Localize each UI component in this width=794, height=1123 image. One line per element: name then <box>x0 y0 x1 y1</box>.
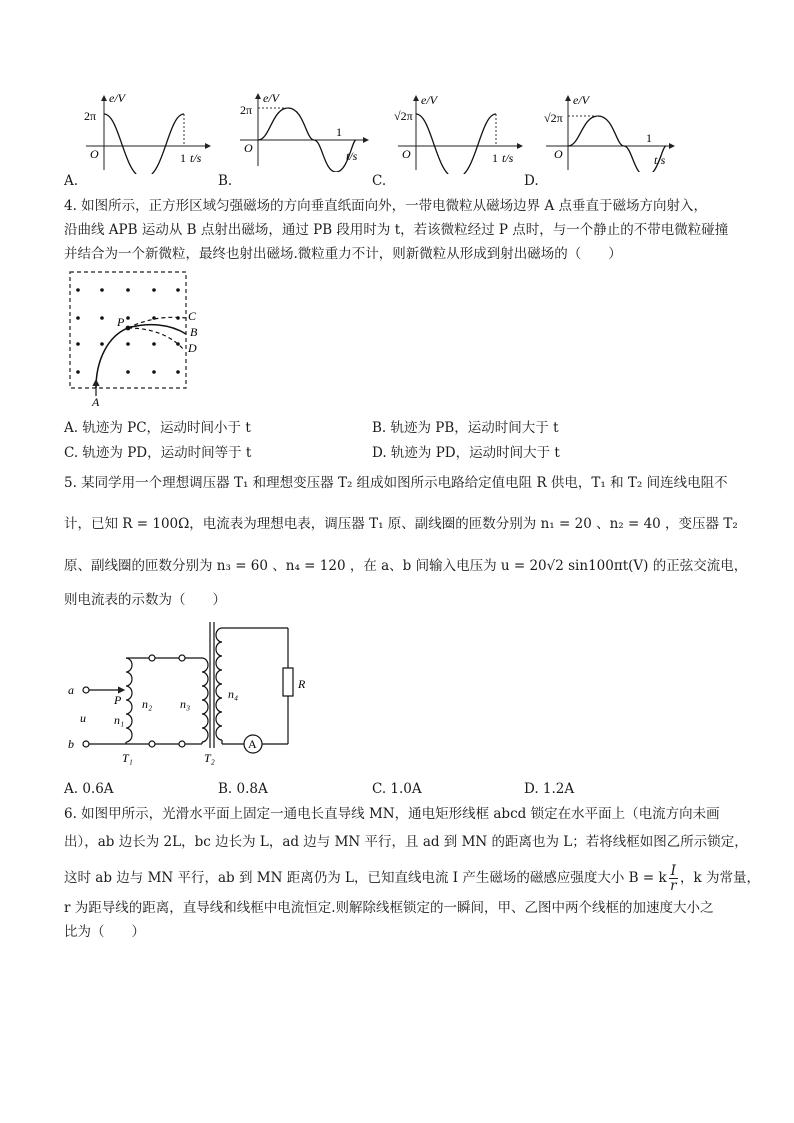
q4-option-c: C. 轨迹为 PD，运动时间等于 t <box>64 445 252 461</box>
svg-text:t/s: t/s <box>502 151 514 165</box>
svg-text:b: b <box>68 737 74 751</box>
svg-text:1: 1 <box>336 125 342 139</box>
q5-text-line3: 原、副线圈的匝数分别为 n₃ = 60 、n₄ = 120 ，在 a、b 间输入电压为 u = 20√2 sin100πt(V) 的正弦交流电， <box>64 558 748 574</box>
q6-text-line4: r 为距导线的距离，直导线和线框中电流恒定.则解除线框锁定的一瞬间，甲、乙图中两个线框的加速度大小之 <box>64 900 714 916</box>
q5-option-a: A. 0.6A <box>64 781 114 797</box>
svg-text:n₃: n₃ <box>180 697 191 711</box>
svg-text:e/V: e/V <box>109 92 125 105</box>
q4-option-d: D. 轨迹为 PD，运动时间大于 t <box>372 445 560 461</box>
q4-text-line1: 4. 如图所示，正方形区域匀强磁场的方向垂直纸面向外，一带电微粒从磁场边界 A 点垂直于磁场方向射入， <box>64 198 708 214</box>
graph-option-a <box>80 92 220 174</box>
svg-text:a: a <box>68 683 74 697</box>
q6-text-line3: 这时 ab 边与 MN 平行，ab 到 MN 距离仍为 L，已知直线电流 I 产生磁场的磁感应强度大小 B = k $\frac{I}{r}$ ，k 为常量， <box>64 863 760 894</box>
svg-text:O: O <box>90 147 99 161</box>
q5-option-d: D. 1.2A <box>524 781 575 797</box>
q4-option-a: A. 轨迹为 PC，运动时间小于 t <box>64 420 251 436</box>
q4-text-line3: 并结合为一个新微粒，最终也射出磁场.微粒重力不计，则新微粒从形成到射出磁场的（ ） <box>64 246 622 262</box>
svg-text:n₂: n₂ <box>142 697 153 711</box>
svg-text:2π: 2π <box>84 109 97 123</box>
transformer-circuit-figure <box>62 618 322 768</box>
svg-text:e/V: e/V <box>263 91 279 105</box>
q5-text-line2: 计，已知 R = 100Ω，电流表为理想电表，调压器 T₁ 原、副线圈的匝数分别为 n₁ = 20 、n₂ = 40 ，变压器 T₂ <box>64 516 738 532</box>
svg-text:t/s: t/s <box>654 153 666 167</box>
svg-text:√2π: √2π <box>544 111 563 125</box>
svg-text:e/V: e/V <box>573 93 589 107</box>
svg-text:R: R <box>298 677 306 691</box>
q5-option-c: C. 1.0A <box>372 781 422 797</box>
option-c-label: C. <box>372 173 387 189</box>
q4-option-b: B. 轨迹为 PB，运动时间大于 t <box>372 420 559 436</box>
svg-text:A: A <box>92 395 100 408</box>
svg-text:O: O <box>554 147 563 161</box>
svg-text:n₄: n₄ <box>228 687 239 701</box>
svg-text:P: P <box>117 315 125 329</box>
svg-text:A: A <box>248 737 257 751</box>
svg-text:1: 1 <box>646 131 652 145</box>
q5-text-line1: 5. 某同学用一个理想调压器 T₁ 和理想变压器 T₂ 组成如图所示电路给定值电阻 R 供电，T₁ 和 T₂ 间连线电阻不 <box>64 475 728 491</box>
svg-text:e/V: e/V <box>421 93 437 107</box>
graph-option-c <box>392 92 532 174</box>
svg-text:2π: 2π <box>240 103 253 117</box>
q6-text-line2: 出），ab 边长为 2L，bc 边长为 L，ad 边与 MN 平行，且 ad 到 MN 的距离也为 L；若将线框如图乙所示锁定， <box>64 834 748 850</box>
q6-text-line1: 6. 如图甲所示，光滑水平面上固定一通电长直导线 MN，通电矩形线框 abcd 锁定在水平面上（电流方向未画 <box>64 806 720 822</box>
q4-text-line2: 沿曲线 APB 运动从 B 点射出磁场，通过 PB 段用时为 t，若该微粒经过 P 点时，与一个静止的不带电微粒碰撞 <box>64 222 729 238</box>
svg-text:t/s: t/s <box>190 151 202 165</box>
svg-text:√2π: √2π <box>394 109 413 123</box>
q6-text-line5: 比为（ ） <box>64 924 145 940</box>
graph-option-d <box>542 90 682 172</box>
svg-text:O: O <box>244 141 253 155</box>
svg-text:C: C <box>188 309 197 323</box>
q5-text-line4: 则电流表的示数为（ ） <box>64 592 226 608</box>
option-d-label: D. <box>524 173 539 189</box>
svg-text:u: u <box>80 711 86 725</box>
svg-text:t/s: t/s <box>346 149 358 163</box>
q5-option-b: B. 0.8A <box>218 781 268 797</box>
svg-text:P: P <box>114 693 122 707</box>
option-a-label: A. <box>64 173 79 189</box>
svg-text:T₁: T₁ <box>122 751 133 765</box>
graph-option-b <box>236 90 376 172</box>
svg-text:n₁: n₁ <box>114 713 125 727</box>
svg-text:1: 1 <box>492 151 498 165</box>
option-b-label: B. <box>218 173 233 189</box>
svg-text:B: B <box>190 325 198 339</box>
svg-text:D: D <box>188 341 197 355</box>
magnetic-field-figure <box>62 268 202 408</box>
svg-text:O: O <box>402 147 411 161</box>
svg-text:1: 1 <box>180 151 186 165</box>
svg-text:T₂: T₂ <box>204 751 215 765</box>
